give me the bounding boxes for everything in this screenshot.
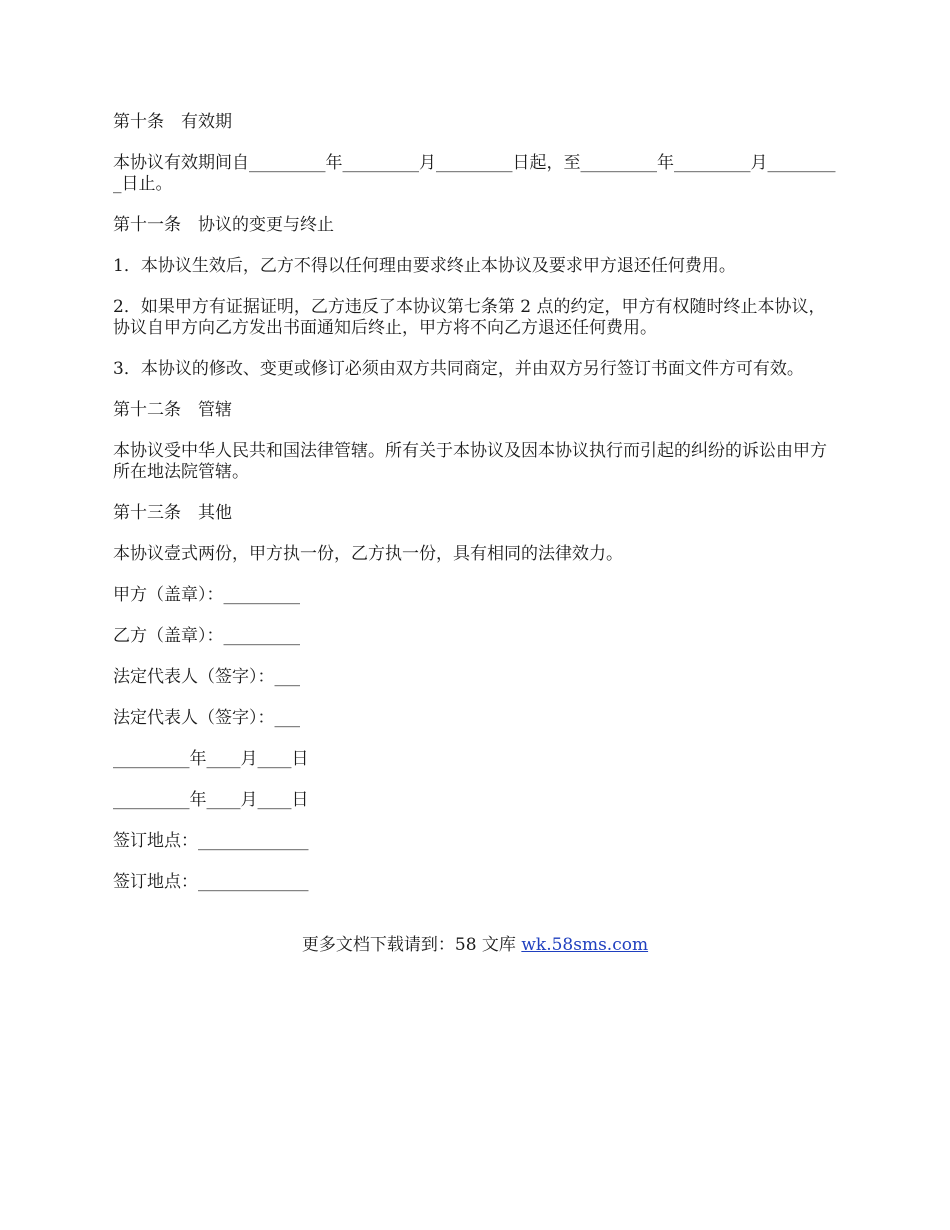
article-10-heading: 第十条 有效期 [113,112,232,132]
jurisdiction-text: 本协议受中华人民共和国法律管辖。所有关于本协议及因本协议执行而引起的纠纷的诉讼由甲方所在地法院管辖。 [113,441,827,482]
party-b-seal-line: 乙方（盖章）：_________ [113,626,300,646]
clause-11-1: 1．本协议生效后，乙方不得以任何理由要求终止本协议及要求甲方退还任何费用。 [113,256,736,276]
document-body [113,112,840,913]
footer-text: 更多文档下载请到：58 文库 [301,935,522,955]
legal-rep-signature-line-b: 法定代表人（签字）：___ [113,708,300,728]
clause-11-3: 3．本协议的修改、变更或修订必须由双方共同商定，并由双方另行签订书面文件方可有效。 [113,359,804,379]
validity-period-text: 本协议有效期间自_________年_________月_________日起，至_________年_________月_________日止。 [113,153,836,194]
article-12-heading: 第十二条 管辖 [113,400,232,420]
article-11-heading: 第十一条 协议的变更与终止 [113,215,334,235]
signing-place-line-b: 签订地点：_____________ [113,872,309,892]
article-13-heading: 第十三条 其他 [113,503,232,523]
date-line-b: _________年____月____日 [113,790,309,810]
copies-text: 本协议壹式两份，甲方执一份，乙方执一份，具有相同的法律效力。 [113,544,623,564]
legal-rep-signature-line-a: 法定代表人（签字）：___ [113,667,300,687]
party-a-seal-line: 甲方（盖章）：_________ [113,585,300,605]
clause-11-2: 2．如果甲方有证据证明，乙方违反了本协议第七条第 2 点的约定，甲方有权随时终止本协议，协议自甲方向乙方发出书面通知后终止，甲方将不向乙方退还任何费用。 [113,297,826,338]
signing-place-line-a: 签订地点：_____________ [113,831,309,851]
date-line-a: _________年____月____日 [113,749,309,769]
footer [0,935,950,956]
footer-link[interactable]: wk.58sms.com [521,935,649,955]
